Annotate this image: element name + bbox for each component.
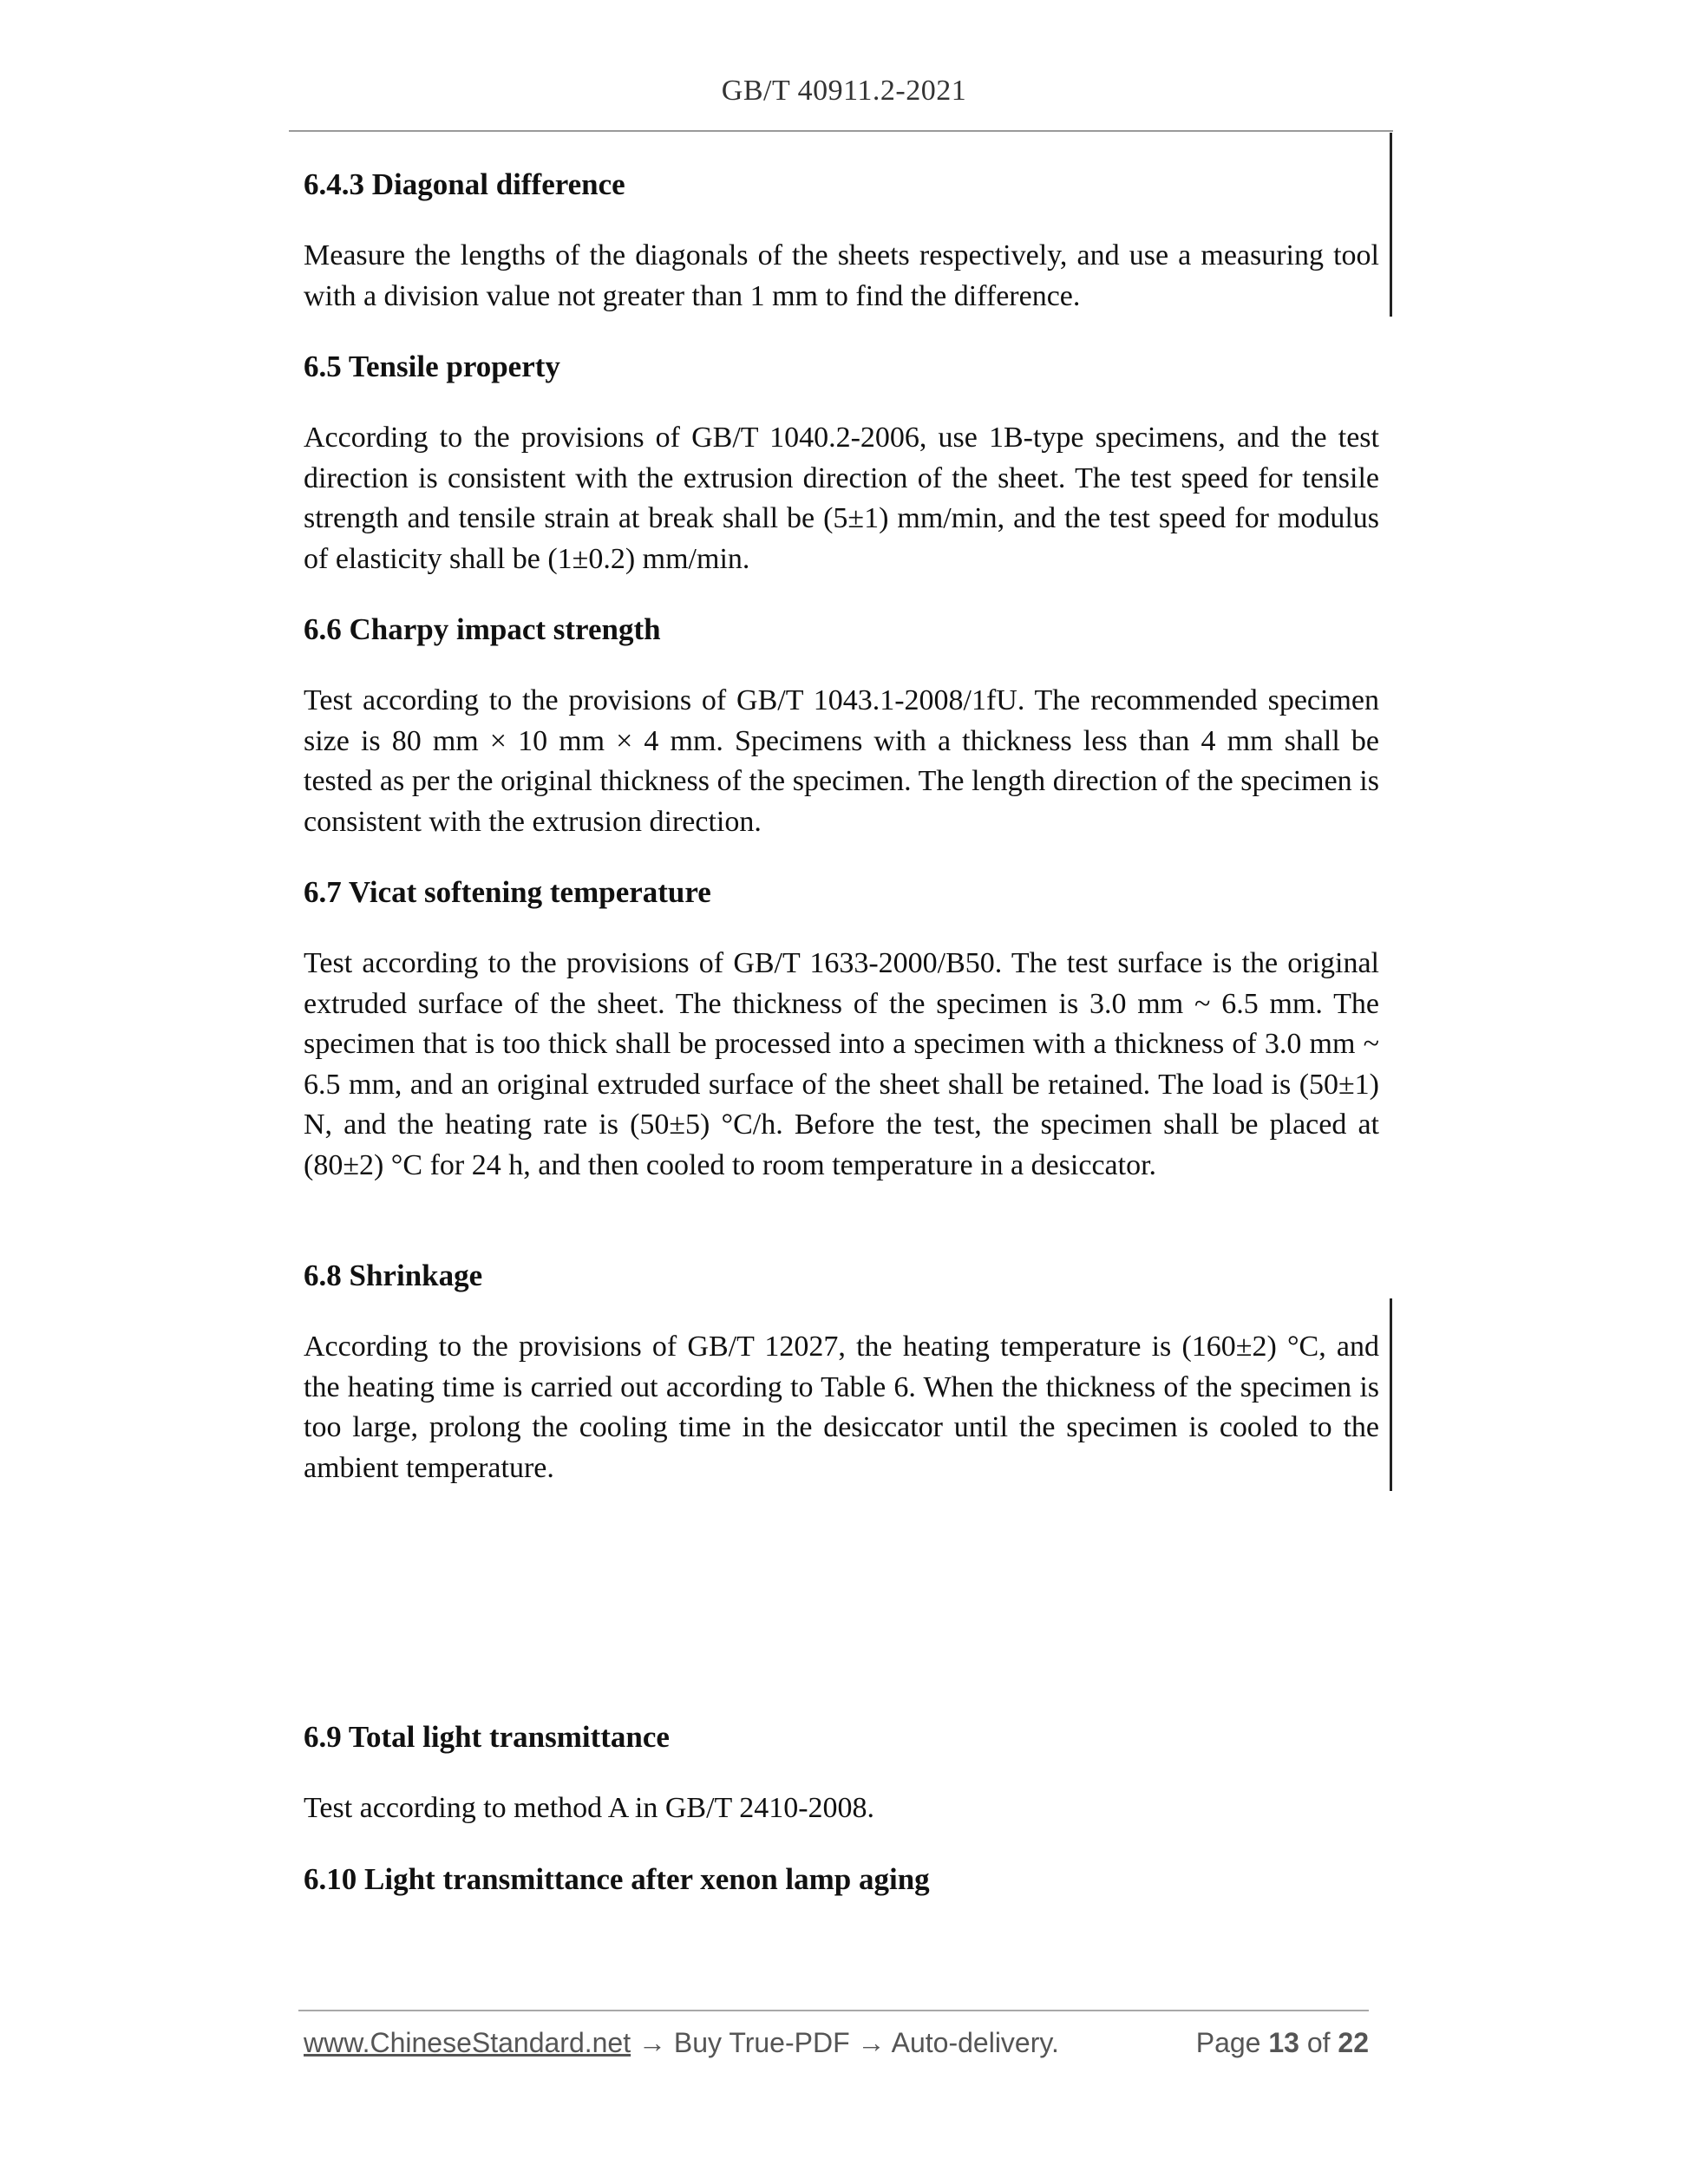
section-body-6-6: Test according to the provisions of GB/T 1043.1-2008/1fU. The recommended specimen size is 80 mm × 10 mm × 4 mm. Specimens with a thickness less than 4 mm shall be tested as per the original thickness of the specimen. The length direction of the specimen is consistent with the extrusion direction. [304,684,1379,838]
footer-tagline: → Buy True-PDF → Auto-delivery. [631,2027,1059,2058]
section-heading-6-5: 6.5 Tensile property [304,350,560,383]
page-footer [304,2027,1369,2069]
section-body-6-4-3: Measure the lengths of the diagonals of the sheets respectively, and use a measuring tool with a division value not greater than 1 mm to find the difference. [304,239,1379,312]
page-number [1196,2027,1369,2059]
document-code-header: GB/T 40911.2-2021 [721,75,967,107]
website-link[interactable]: www.ChineseStandard.net [304,2027,631,2058]
revision-bar [1390,133,1392,317]
section-body-6-5: According to the provisions of GB/T 1040.2-2006, use 1B-type specimens, and the test direction is consistent with the extrusion direction of the sheet. The test speed for tensile strength and tensile strain at break shall be (5±1) mm/min, and the test speed for modulus of elasticity shall be (1±0.2) mm/min. [304,422,1379,575]
section-body-6-9: Test according to method A in GB/T 2410-2008. [304,1792,875,1824]
section-heading-6-4-3: 6.4.3 Diagonal difference [304,167,625,201]
page-of-label: of [1306,2027,1331,2058]
section-body-6-7: Test according to the provisions of GB/T 1633-2000/B50. The test surface is the original extruded surface of the sheet. The thickness of the specimen is 3.0 mm ~ 6.5 mm. The specimen that is too thick shall be processed into a specimen with a thickness of 3.0 mm ~ 6.5 mm, and an original extruded surface of the sheet shall be retained. The load is (50±1) N, and the heating rate is (50±5) °C/h. Before the test, the specimen shall be placed at (80±2) °C for 24 h, and then cooled to room temperature in a desiccator. [304,947,1379,1181]
page-current: 13 [1268,2027,1299,2058]
section-heading-6-6: 6.6 Charpy impact strength [304,612,661,646]
footer-divider [298,2010,1369,2011]
section-heading-6-8: 6.8 Shrinkage [304,1259,483,1292]
footer-promo [304,2027,1059,2059]
revision-bar [1390,1298,1392,1491]
page-label: Page [1195,2027,1261,2058]
section-body-6-8: According to the provisions of GB/T 12027, the heating temperature is (160±2) °C, and the heating time is carried out according to Table 6. When the thickness of the specimen is too large, prolong the cooling time in the desiccator until the specimen is cooled to the ambient temperature. [304,1331,1379,1484]
section-heading-6-9: 6.9 Total light transmittance [304,1720,670,1754]
section-heading-6-10: 6.10 Light transmittance after xenon lamp aging [304,1862,930,1896]
section-heading-6-7: 6.7 Vicat softening temperature [304,875,711,909]
header-divider [289,130,1393,132]
page-total: 22 [1338,2027,1369,2058]
